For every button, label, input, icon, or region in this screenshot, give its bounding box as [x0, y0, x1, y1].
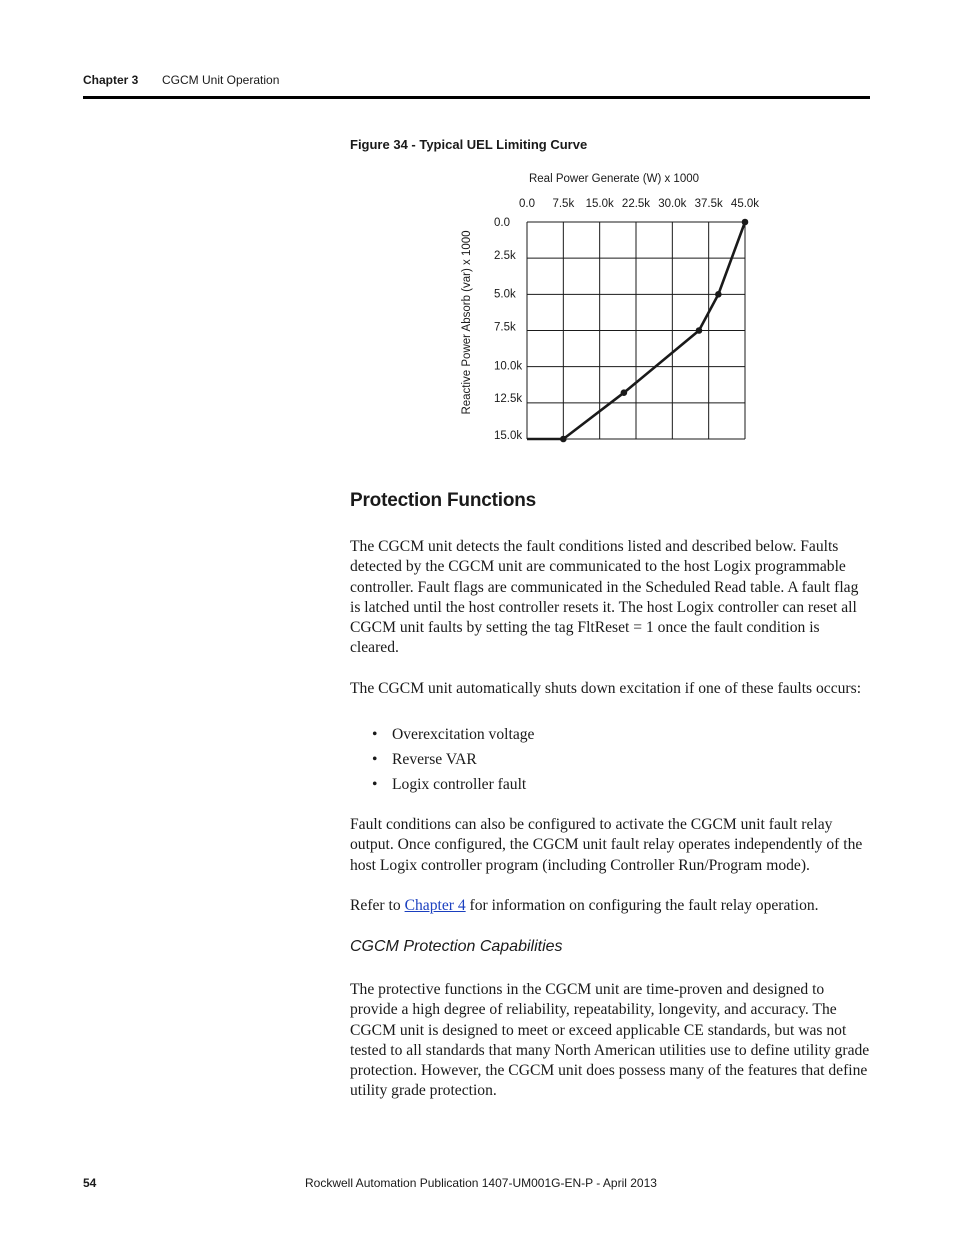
data-point	[560, 436, 567, 443]
chart-x-ticks	[519, 198, 759, 210]
y-tick-label: 2.5k	[494, 250, 516, 263]
y-tick-label: 12.5k	[494, 392, 523, 405]
data-point	[696, 327, 703, 334]
refer-prefix: Refer to	[350, 897, 401, 914]
y-tick-label: 15.0k	[494, 430, 523, 442]
x-tick-label: 22.5k	[621, 198, 651, 210]
chapter-4-link[interactable]: Chapter 4	[404, 897, 466, 914]
y-tick-label: 0.0	[494, 217, 510, 229]
shutdown-paragraph: The CGCM unit automatically shuts down excitation if one of these faults occurs:	[350, 680, 862, 697]
data-point	[715, 291, 722, 298]
list-item: • Reverse VAR	[372, 749, 534, 774]
y-tick-label: 7.5k	[494, 321, 516, 334]
section-heading: Protection Functions	[350, 490, 537, 511]
chart-grid	[527, 222, 745, 439]
list-item: • Logix controller fault	[372, 774, 534, 799]
x-tick-label: 30.0k	[658, 198, 687, 210]
x-tick-label: 15.0k	[585, 198, 614, 210]
refer-suffix: for information on configuring the fault relay operation.	[469, 897, 819, 914]
running-header	[83, 73, 280, 87]
section-title: CGCM Unit Operation	[162, 73, 280, 87]
x-tick-label: 37.5k	[694, 198, 723, 210]
list-item: • Overexcitation voltage	[372, 724, 534, 749]
refer-paragraph	[350, 896, 870, 916]
chapter-label: Chapter 3	[83, 73, 139, 87]
chart-x-axis-label: Real Power Generate (W) x 1000	[528, 173, 700, 185]
publication-info: Rockwell Automation Publication 1407-UM001G-EN-P - April 2013	[305, 1176, 657, 1190]
subsection-heading: CGCM Protection Capabilities	[350, 938, 563, 955]
x-tick-label: 7.5k	[552, 198, 575, 210]
x-tick-label: 45.0k	[730, 198, 760, 210]
data-point	[742, 219, 749, 226]
figure-caption: Figure 34 - Typical UEL Limiting Curve	[350, 137, 588, 152]
x-tick-label: 0.0	[519, 198, 535, 210]
uel-limiting-curve-chart	[440, 160, 770, 450]
y-tick-label: 5.0k	[494, 288, 516, 301]
data-point	[621, 389, 628, 396]
page-number: 54	[83, 1176, 97, 1190]
chart-y-ticks	[494, 217, 522, 442]
relay-paragraph: Fault conditions can also be configured to activate the CGCM unit fault relay output. Once configured, the CGCM unit fault relay operates independently of the host Logix controller program (including Controller Run/Program mode).	[350, 816, 863, 874]
fault-list	[372, 724, 534, 799]
header-rule	[83, 96, 870, 99]
intro-paragraph: The CGCM unit detects the fault conditions listed and described below. Faults detected by the CGCM unit are communicated to the host Logix programmable controller. Fault flags are communicated in the Scheduled Read table. A fault flag is latched until the host controller resets it. The host Logix controller can reset all CGCM unit faults by setting the tag FltReset = 1 once the fault condition is cleared.	[350, 538, 859, 657]
y-tick-label: 10.0k	[494, 360, 523, 373]
chart-y-axis-label: Reactive Power Absorb (var) x 1000	[461, 230, 473, 415]
capabilities-paragraph: The protective functions in the CGCM unit are time-proven and designed to provide a high degree of reliability, repeatability, longevity, and accuracy. The CGCM unit is designed to meet or exceed applicable CE standards, but was not tested to all standards that many North American utilities use to define utility grade protection. However, the CGCM unit does possess many of the features that define utility grade protection.	[350, 981, 870, 1100]
